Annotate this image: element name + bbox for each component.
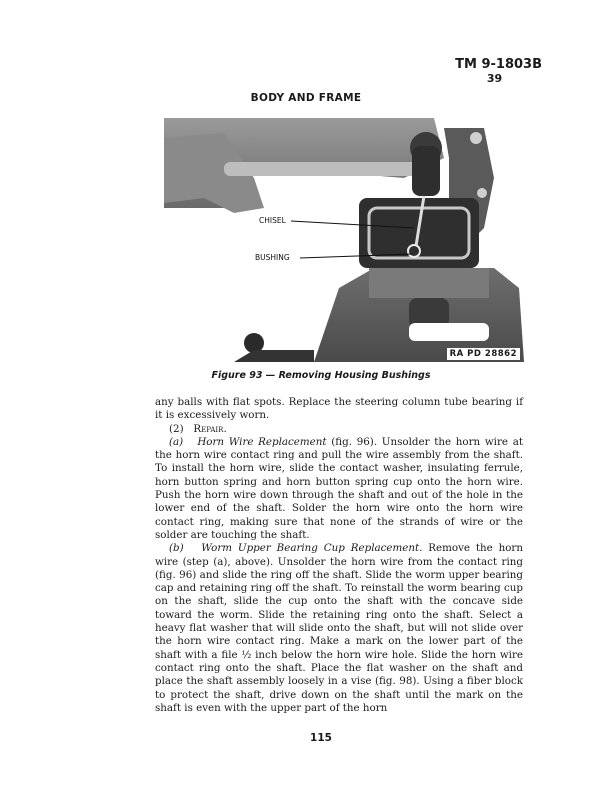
step-a-title: Horn Wire Replacement: [197, 435, 327, 448]
figure-caption: Figure 93 — Removing Housing Bushings: [211, 370, 431, 381]
label-bushing: BUSHING: [255, 253, 290, 262]
repair-heading-text: Repair.: [193, 422, 227, 435]
page-number: 115: [310, 732, 332, 744]
step-b-label: (b): [169, 542, 184, 555]
bushing-leader-line: [300, 254, 412, 258]
figure-photo: [164, 118, 524, 362]
photo-credit: RA PD 28862: [447, 348, 520, 360]
section-title: BODY AND FRAME: [250, 92, 362, 104]
paragraph-horn-wire: [155, 436, 523, 542]
manual-id: TM 9-1803B: [455, 57, 542, 72]
chisel-leader-line: [291, 221, 414, 228]
step-b-title: Worm Upper Bearing Cup Replacement.: [201, 542, 423, 555]
step-a-text: (fig. 96). Unsolder the horn wire at the horn wire contact ring and pull the wire assembly from the shaft. To install the horn wire, slide the contact washer, insulating ferrule, horn button spring and horn button spring cup onto the horn wire. Push the horn wire down through the shaft and out of the hole in the lower end of the shaft. Solder the horn wire onto the horn wire contact ring, making sure that none of the strands of wire or the solder are touching the shaft.: [155, 435, 523, 541]
step-a-label: (a): [169, 435, 184, 448]
repair-number: (2): [169, 422, 184, 435]
label-chisel: CHISEL: [259, 216, 286, 225]
body-text: [155, 396, 523, 715]
manual-header: [455, 58, 542, 86]
leader-lines: [164, 118, 524, 362]
step-b-text: Remove the horn wire (step (a), above). Unsolder the horn wire from the contact ring (fig. 96) and slide the ring off the shaft. Slide the worm upper bearing cap and retaining ring off the shaft. To reinstall the worm bearing cup on the shaft, slide the cup onto the shaft with the concave side toward the worm. Slide the retaining ring onto the shaft. Select a heavy flat washer that will slide onto the shaft, but will not slide over the horn wire contact ring. Make a mark on the lower part of the shaft with a file ½ inch below the horn wire hole. Slide the horn wire contact ring onto the shaft. Place the flat washer on the shaft and place the shaft assembly loosely in a vise (fig. 98). Using a fiber block to protect the shaft, drive down on the shaft until the mark on the shaft is even with the upper part of the horn: [155, 542, 523, 714]
manual-page-number: 39: [486, 72, 503, 85]
repair-heading: [155, 423, 523, 436]
paragraph-worm-bearing: [155, 542, 523, 715]
paragraph-continuation: any balls with flat spots. Replace the steering column tube bearing if it is excessively worn.: [155, 396, 523, 422]
